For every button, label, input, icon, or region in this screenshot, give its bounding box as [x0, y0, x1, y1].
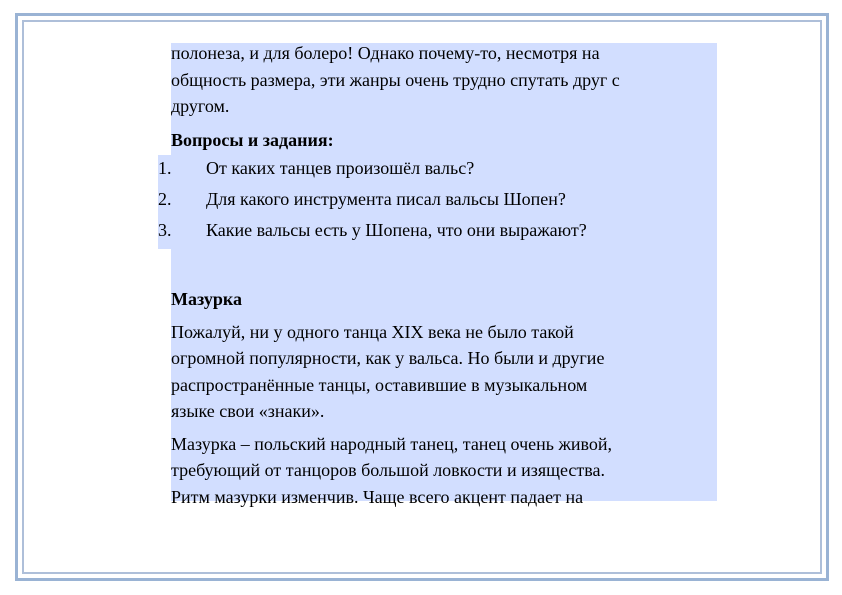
- list-item-text: Для какого инструмента писал вальсы Шопен?: [206, 189, 566, 209]
- list-item: [158, 184, 717, 215]
- text-body[interactable]: [158, 40, 717, 510]
- list-item: [158, 215, 717, 246]
- paragraph-line: распространённые танцы, оставившие в музыкальном: [171, 374, 588, 395]
- paragraph-line: Мазурка – польский народный танец, танец очень живой,: [171, 433, 613, 454]
- list-number: 2.: [158, 189, 172, 209]
- paragraph-line: требующий от танцоров большой ловкости и изящества.: [171, 460, 606, 480]
- intro-line: полонеза, и для болеро! Однако почему-то, несмотря на: [171, 43, 600, 63]
- questions-list: [158, 153, 717, 246]
- section-title: Мазурка: [171, 289, 242, 309]
- list-number: 1.: [158, 158, 172, 178]
- list-item: [158, 153, 717, 184]
- paragraph-line: Ритм мазурки изменчив. Чаще всего акцент падает на: [171, 486, 584, 507]
- list-item-text: Какие вальсы есть у Шопена, что они выражают?: [206, 220, 587, 240]
- list-number: 3.: [158, 220, 172, 240]
- paragraph-line: Пожалуй, ни у одного танца XIX века не было такой: [171, 321, 574, 342]
- list-item-text: От каких танцев произошёл вальс?: [206, 158, 475, 178]
- paragraph-line: языке свои «знаки».: [171, 401, 325, 421]
- intro-line: другом.: [171, 96, 230, 116]
- intro-line: общность размера, эти жанры очень трудно спутать друг с: [171, 69, 620, 90]
- paragraph-line: огромной популярности, как у вальса. Но были и другие: [171, 348, 605, 368]
- questions-heading: Вопросы и задания:: [171, 129, 334, 150]
